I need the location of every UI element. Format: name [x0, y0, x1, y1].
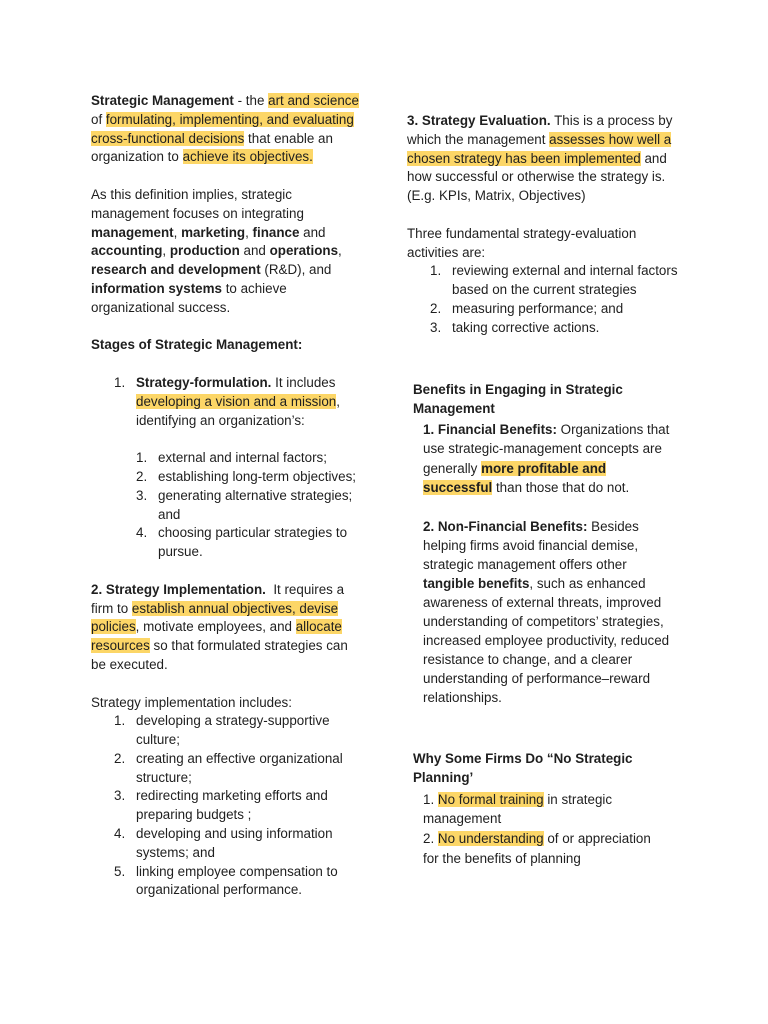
highlight-more-profitable: more profitable and	[481, 460, 607, 476]
why-list	[423, 790, 663, 868]
highlight-no-formal-training: No formal training	[437, 791, 544, 807]
text-fragment: ,	[338, 243, 342, 259]
list-text: of or appreciation for the benefits of planning	[423, 830, 651, 866]
text-fragment: , identifying an organization’s:	[136, 393, 340, 428]
non-financial-benefits	[423, 517, 678, 707]
list-item	[423, 790, 663, 829]
eval-intro: Three fundamental strategy-evaluation activities are:	[407, 225, 637, 260]
formulation-title: Strategy-formulation.	[136, 374, 272, 390]
highlight-achieve-objectives: achieve its objectives.	[182, 149, 313, 165]
list-text: developing and using information systems; and	[136, 826, 333, 860]
financial-benefits	[423, 420, 682, 498]
text-fragment: that enable an organization to	[91, 130, 333, 165]
implementation-paragraph	[91, 581, 361, 675]
highlight-annual-objectives: establish annual objectives, devise policies	[91, 600, 339, 635]
list-item	[91, 787, 361, 825]
list-text: choosing particular strategies to pursue.	[158, 525, 348, 560]
list-text: redirecting marketing efforts and preparing budgets ;	[136, 788, 328, 823]
list-text: in strategic management	[423, 791, 613, 827]
highlight-vision-mission: developing a vision and a mission	[136, 393, 337, 409]
list-text: creating an effective organizational structure;	[136, 750, 343, 785]
nonfinancial-title: 2. Non-Financial Benefits:	[423, 518, 588, 534]
highlight-formulating: formulating, implementing, and evaluating cross-functional decisions	[91, 111, 354, 146]
list-item	[91, 863, 361, 901]
list-number: 1.	[430, 263, 442, 279]
list-text: linking employee compensation to organizational performance.	[136, 863, 338, 898]
bold-term: management	[91, 224, 174, 240]
text-fragment: ,	[162, 243, 170, 259]
text-fragment: (R&D), and	[260, 262, 332, 278]
text-fragment: to achieve organizational success.	[91, 280, 287, 315]
text-fragment: and how successful or otherwise the strategy is. (E.g. KPIs, Matrix, Objectives)	[407, 150, 667, 204]
list-number: 2.	[423, 830, 435, 846]
text-fragment: As this definition implies, strategic management focuses on integrating	[91, 186, 304, 221]
bold-term: operations	[269, 243, 339, 259]
bold-term: finance	[252, 224, 300, 240]
list-text: external and internal factors;	[158, 450, 327, 466]
list-text: developing a strategy-supportive culture;	[136, 713, 330, 748]
evaluation-list	[407, 262, 682, 337]
benefits-heading: Benefits in Engaging in Strategic Management	[413, 381, 623, 416]
text-fragment: and	[299, 224, 326, 240]
highlight-successful: successful	[423, 480, 493, 496]
list-item	[423, 829, 663, 868]
highlight-allocate-resources: allocate resources	[91, 619, 342, 654]
bold-term: marketing	[181, 224, 246, 240]
list-text: generating alternative strategies; and	[158, 487, 353, 522]
list-number: 1.	[114, 713, 126, 729]
text-fragment: ,	[245, 224, 253, 240]
list-item	[407, 262, 682, 300]
list-item	[407, 319, 682, 338]
text-fragment: , motivate employees, and	[135, 619, 296, 635]
evaluation-paragraph	[407, 112, 682, 206]
implementation-title: 2. Strategy Implementation.	[91, 581, 266, 597]
text-fragment: , such as enhanced awareness of external threats, improved understanding of competitors’ strategies, increased employee productivity, reduced resistance to change, and a clearer understanding of performance–reward relationships.	[423, 575, 670, 705]
why-heading: Why Some Firms Do “No Strategic Planning’	[413, 750, 633, 785]
list-item	[407, 300, 682, 319]
text-fragment: so that formulated strategies can be executed.	[91, 638, 348, 672]
text-fragment: It includes	[271, 374, 336, 390]
highlight-no-understanding: No understanding	[437, 830, 544, 846]
text-fragment: than those that do not.	[492, 480, 630, 496]
stages-heading: Stages of Strategic Management:	[91, 337, 303, 353]
list-text: measuring performance; and	[452, 300, 624, 316]
list-number: 3.	[114, 788, 126, 804]
text-fragment: Organizations that use strategic-management concepts are generally	[423, 421, 670, 476]
list-text: reviewing external and internal factors based on the current strategies	[452, 263, 678, 298]
text-fragment: - the	[233, 93, 269, 108]
text-fragment: It requires a firm to	[91, 581, 348, 616]
list-item	[91, 712, 361, 750]
evaluation-title: 3. Strategy Evaluation.	[407, 113, 551, 128]
formulation-item	[91, 374, 361, 430]
list-item	[136, 449, 361, 468]
list-text: taking corrective actions.	[452, 319, 600, 335]
bold-term: production	[169, 243, 240, 259]
text-fragment: This is a process by which the management	[407, 113, 673, 147]
list-number: 3.	[136, 487, 148, 503]
bold-term: tangible benefits	[423, 575, 530, 591]
highlight-art-and-science: art and science	[268, 93, 359, 108]
list-item	[136, 524, 361, 562]
integration-paragraph	[91, 186, 361, 318]
text-fragment: and	[239, 243, 270, 259]
list-number: 1.	[423, 791, 435, 807]
list-number: 2.	[430, 300, 442, 316]
list-text: establishing long-term objectives;	[158, 468, 356, 484]
benefits-section	[413, 380, 682, 869]
list-number: 5.	[114, 863, 126, 879]
implementation-list	[91, 712, 361, 900]
list-item	[136, 487, 361, 525]
definition-paragraph	[91, 92, 361, 167]
list-number: 2.	[136, 468, 148, 484]
financial-title: 1. Financial Benefits:	[423, 421, 557, 437]
list-number: 1.	[114, 374, 126, 390]
left-column	[91, 92, 361, 900]
list-number: 1.	[136, 450, 148, 466]
term-strategic-management: Strategic Management	[91, 93, 234, 108]
list-item	[136, 468, 361, 487]
text-fragment: Besides helping firms avoid financial demise, strategic management offers other	[423, 518, 639, 572]
text-fragment: ,	[173, 224, 182, 240]
text-fragment: of	[91, 111, 106, 127]
bold-term: research and development	[91, 262, 261, 278]
list-number: 2.	[114, 750, 126, 766]
list-number: 3.	[430, 319, 442, 335]
list-number: 4.	[136, 525, 148, 541]
list-number: 4.	[114, 826, 126, 842]
list-item	[91, 750, 361, 788]
right-column	[407, 112, 682, 868]
highlight-assesses: assesses how well a chosen strategy has been implemented	[407, 131, 672, 166]
bold-term: accounting	[91, 243, 163, 259]
impl-includes-label: Strategy implementation includes:	[91, 694, 292, 710]
list-item	[91, 825, 361, 863]
formulation-sublist	[136, 449, 361, 562]
bold-term: information systems	[91, 280, 222, 296]
